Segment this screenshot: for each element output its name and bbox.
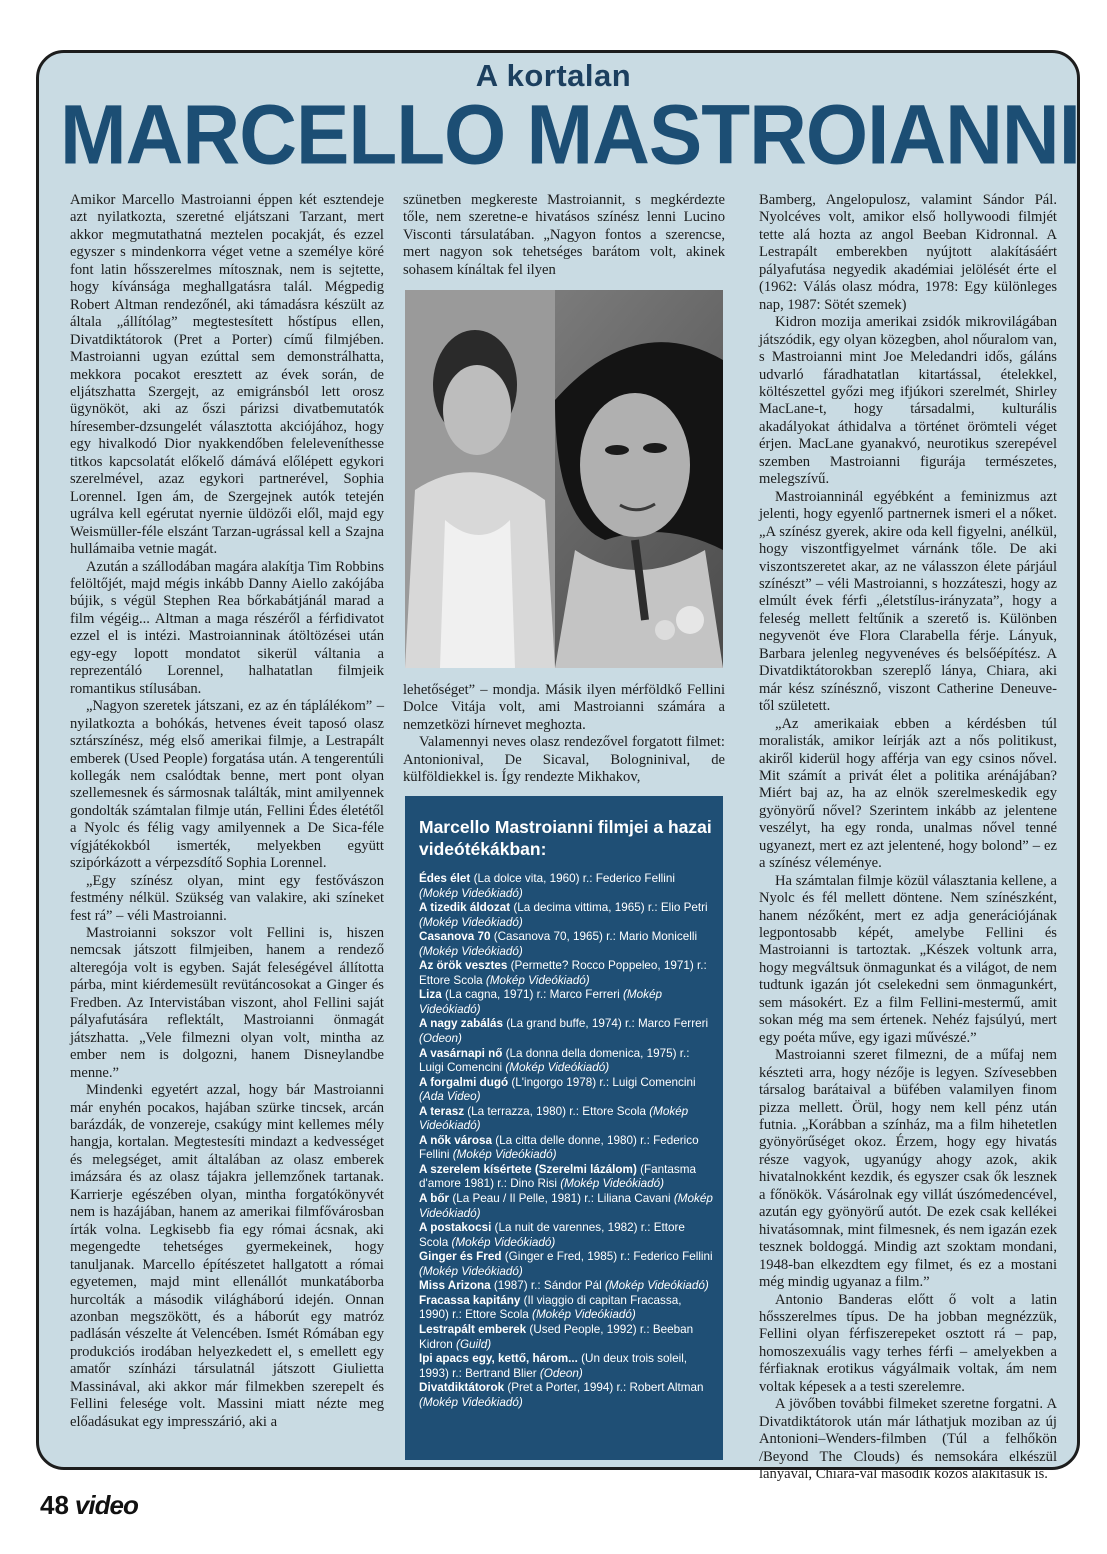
film-info: (La nuit de varennes, 1982) r.: Ettore Scola (419, 1221, 685, 1249)
paragraph: „Az amerikaiak ebben a kérdésben túl moralisták, amikor leírják azt a nős politikust, akiről kiderül hogy afférja van egy csinos nővel. Mit számít a privát élet a politika arénájában? Miért baj az, ha az elnök szerelmeskedik egy gyönyörű nővel? Szerintem inkább az jelentene veszélyt, ha egy ronda, unalmas nővel tenné ugyanezt, mert ez azt jelentené, hogy bolond” – ez a színész véleménye. (759, 715, 1057, 872)
text-column-2-top (403, 192, 725, 282)
film-title: A nagy zabálás (419, 1017, 504, 1031)
film-info: (La decima vittima, 1965) r.: Elio Petri (510, 901, 708, 915)
paragraph: Amikor Marcello Mastroianni éppen két esztendeje azt nyilatkozta, szeretné eljátszani Tarzant, mert akkor megmutathatná meztelen pocakját, és ezzel egyszer s mindenkorra véget vetne a személye köré font latin hősszerelmes mítosznak, nem is sejtette, hogy kívánsága meghallgatásra talál. Mégpedig Robert Altman rendezőnél, aki támadásra készült az általa „állítólag” megtestesített hőstípus ellen, Divatdiktátorok (Pret a Porter) című filmjében. Mastroianni ugyan ezúttal sem demonstrálhatta, mekkora pocakot eresztett az évek során, de eljátszhatta Szergejt, az emigránsból lett orosz ügynököt, aki az őszi párizsi divatbemutatók híresember-dzsungelét választotta akciójához, hogy egy hivalkodó Dior nyakkendőben feleleveníthesse titkos kapcsolatát előkelő dámává előlépett egykori szerelmével, azaz egykori partnerével, Sophia Lorennel. Igen ám, de Szergejnek autók tetején ugrálva kell egérutat nyernie üldözői elől, majd egy Weismüller-féle elszánt Tarzan-ugrással kell a Szajna hullámaiba vetnie magát. (70, 192, 384, 558)
film-still-photo (405, 290, 723, 668)
paragraph: Mastroianni szeret filmezni, de a műfaj nem készteti arra, hogy nézője is legyen. Szívesebben társalog barátaival a büfében valamilyen finom pizza mellett. Örül, hogy nem kell pénz után futnia. „Korábban a színház, ma a film hihetetlen gyönyörűséget okoz. Érzem, hogy egy hivatás része vagyok, ugyanúgy ahogy azok, akik hivatalnokként kezdik, és egyszer csak ők lesznek a főnökök. Vásárolnak egy villát úszómedencével, azután egy gyönyörű autót. De ezek csak kellékei hivatásomnak, mint filmesnek, és nem igazán ezek tesznek boldoggá. Mindig azt szoktam mondani, 1948-ban elkezdtem egy filmet, és ez a mostani még mindig ugyanaz a film.” (759, 1047, 1057, 1291)
film-info: (Ginger e Fred, 1985) r.: Federico Fellini (501, 1250, 713, 1264)
film-title: Ipi apacs egy, kettő, három... (419, 1352, 578, 1366)
film-entry (419, 1352, 713, 1381)
film-distributor: (Mokép Videókiadó) (605, 1279, 709, 1293)
film-entry (419, 1381, 713, 1410)
film-distributor: (Mokép Videókiadó) (452, 1148, 557, 1162)
film-distributor: (Mokép Videókiadó) (560, 1177, 664, 1191)
film-title: A postakocsi (419, 1221, 492, 1235)
film-entry (419, 1105, 713, 1134)
page-footer (40, 1490, 138, 1521)
film-distributor: (Mokép Videókiadó) (419, 1264, 523, 1278)
film-entry (419, 1250, 713, 1279)
article-headline: MARCELLO MASTROIANNI (60, 87, 1080, 182)
film-entry (419, 872, 713, 901)
film-title: Édes élet (419, 872, 471, 885)
film-entry (419, 959, 713, 988)
film-distributor: (Mokép Videókiadó) (419, 1104, 689, 1133)
paragraph: „Nagyon szeretek játszani, ez az én táplálékom” – nyilatkozta a bohókás, hetvenes éveit taposó olasz sztárszínész, még első amerikai filmje, a Lestrapált emberek (Used People) forgatása után. A tengerentúli kollegák nem csalódtak benne, mert pont olyan szellemesnek és sármosnak találták, mint amilyennek gondolták számtalan filmje után, Fellini Édes életétől a Nyolc és félig vagy amilyennek a De Sica-féle vígjátékokból ismerték, melyekben együtt szipórkázott a vérpezsdítő Sophia Lorennel. (70, 698, 384, 872)
paragraph: Mastroianninál egyébként a feminizmus azt jelenti, hogy egyenlő partnernek ismeri el a nőket. „A színész gyerek, akire oda kell figyelni, anélkül, hogy viszontfigyelmet várnánk tőle. De aki viszontszeretet akar, az ne válasszon élete párjául színészt” – véli Mastroianni, s hozzáteszi, hogy az elmúlt évek férfi „életstílus-irányzata”, hogy a feleség mellett feltűnik a szerető is. Különben negyvenöt éve Flora Clarabella férje. Lányuk, Barbara jelenleg negyvenéves és belsőépítész. A Divatdiktátorokban szereplő lánya, Chiara, aki már kész színésznő, viszont Catherine Deneuve-től született. (759, 488, 1057, 715)
film-info: (1987) r.: Sándor Pál (490, 1279, 605, 1293)
paragraph: Ha számtalan filmje közül választania kellene, a Nyolc és fél mellett döntene. Nem színészként, hanem nézőként, mert ez adja generációjának legpontosabb képét, amelybe Fellini és Mastroianni is tartoztak. „Készek voltunk arra, hogy megváltsuk önmagunkat és a világot, de nem tudtunk igazán jót cselekedni sem önmagunkért, sem másokért. Ez a film Fellini-mestermű, amit sokan még ma sem értenek. Nehéz fajsúlyú, mert egy poéta műve, egy igazi művészé.” (759, 872, 1057, 1046)
film-info: (La dolce vita, 1960) r.: Federico Fellini (470, 872, 675, 885)
film-info: (La donna della domenica, 1975) r.: Luigi Comencini (419, 1046, 690, 1075)
film-info: (La grand buffe, 1974) r.: Marco Ferreri (503, 1017, 709, 1031)
paragraph: lehetőséget” – mondja. Másik ilyen mérföldkő Fellini Dolce Vitája volt, ami Mastroianni számára a nemzetközi hírnevet meghozta. (403, 682, 725, 733)
paragraph: Mindenki egyetért azzal, hogy bár Mastroianni már enyhén pocakos, hajában szürke tincsek, arcán barázdák, de vonzereje, csakúgy mint kellemes mély hangja, kortalan. Megtestesíti mindazt a kedvességet és melegséget, amit általában az olasz emberek imázsára és az olasz tájakra jellemzőnek tartanak. Karrierje egészében olyan, mintha forgatókönyvét nem is hazájában, hanem az amerikai filmfővárosban írták volna. Legkisebb fia egy római ácsnak, aki megengedte tehetséges gyermekeinek, hogy tanuljanak. Marcello építészetet hallgatott a római egyetemen, majd mint ellenállót munkatáborba hurcolták a második világháború idején. Onnan azonban megszökött, és a háborút egy matróz padlásán vészelte át Velencében. Ismét Rómában egy produkciós irodában helyezkedett el, s emellett egy amatőr színházi társulatnál játszott Giulietta Massinával, aki akkor már filmekben szerepelt és Fellini felesége volt. Massini miatt nézte meg előadásukat egy impresszárió, aki a (70, 1082, 384, 1430)
film-title: A szerelem kísértete (Szerelmi lázálom) (419, 1162, 637, 1176)
film-info: (La terrazza, 1980) r.: Ettore Scola (464, 1104, 650, 1118)
text-column-2-bottom (403, 682, 725, 792)
page-number: 48 (40, 1490, 69, 1520)
film-info: (Casanova 70, 1965) r.: Mario Monicelli (490, 930, 698, 944)
film-entry (419, 1221, 713, 1250)
film-entry (419, 930, 713, 959)
film-entry (419, 1279, 713, 1294)
film-entry (419, 1323, 713, 1352)
text-column-3 (759, 192, 1057, 1483)
filmography-box (405, 796, 723, 1460)
film-info: (La cagna, 1971) r.: Marco Ferreri (441, 988, 623, 1002)
film-title: A forgalmi dugó (419, 1075, 509, 1089)
film-distributor: (Mokép Videókiadó) (419, 944, 523, 958)
paragraph: Antonio Banderas előtt ő volt a latin hősszerelmes típus. De ha jobban megnézzük, Fellini olyan férfiszerepeket osztott rá – pap, homoszexuális vagy terhes férfi – amelyekben a férfiaknak erotikus vágyálmaik voltak, ám nem voltak képesek a a testi szerelemre. (759, 1291, 1057, 1395)
paragraph: Azután a szállodában magára alakítja Tim Robbins felöltőjét, majd mégis inkább Danny Aiello zakójába bújik, s végül Stephen Rea bőrkabátjánál marad a film végéig... Altman a maga részéről a férfidivatot ezzel el is intézi. Mastroianninak átöltözései után egy-egy lopott mondatot sikerül váltania a reprezentáló Lorennel, halhatatlan filmjeik romantikus stílusában. (70, 558, 384, 697)
film-distributor: (Mokép Videókiadó) (451, 1235, 556, 1249)
film-entry (419, 1047, 713, 1076)
film-title: A tizedik áldozat (419, 901, 511, 915)
paragraph: A jövőben további filmeket szeretne forgatni. A Divatdiktátorok után már láthatjuk moziban az új Antonioni–Wenders-filmben (Túl a felhőkön /Beyond The Clouds) és nemsokára elkészül lányával, Chiara-val második közös alakításuk is. (759, 1396, 1057, 1483)
film-entry (419, 1017, 713, 1046)
film-entry (419, 1192, 713, 1221)
film-title: Lestrapált emberek (419, 1322, 527, 1336)
film-distributor: (Guild) (456, 1337, 492, 1351)
film-info: (Permette? Rocco Poppeleo, 1971) r.: Ettore Scola (419, 959, 707, 987)
film-distributor: (Mokép Videókiadó) (419, 988, 662, 1016)
paragraph: Valamennyi neves olasz rendezővel forgatott filmet: Antonionival, De Sicaval, Bologninival, de külföldiekkel is. Így rendezte Mikhakov, (403, 734, 725, 786)
film-distributor: (Odeon) (419, 1032, 462, 1046)
film-title: A bőr (419, 1192, 450, 1206)
film-entry (419, 1294, 713, 1323)
film-entry (419, 988, 713, 1017)
film-title: A nők városa (419, 1133, 492, 1147)
film-entry (419, 1163, 713, 1192)
film-distributor: (Mokép Videókiadó) (419, 1395, 523, 1409)
film-title: Divatdiktátorok (419, 1381, 505, 1395)
film-info: (Used People, 1992) r.: Beeban Kidron (419, 1322, 694, 1351)
filmography-list (419, 872, 713, 1410)
film-distributor: (Mokép Videókiadó) (485, 973, 590, 987)
film-info: (Fantasma d'amore 1981) r.: Dino Risi (419, 1162, 696, 1191)
article-kicker: A kortalan (475, 58, 632, 93)
film-title: Liza (419, 988, 442, 1002)
paragraph: „Egy színész olyan, mint egy festővászon festmény nélkül. Szükség van valakire, aki színeket fest rá” – véli Mastroianni. (70, 872, 384, 924)
film-entry (419, 901, 713, 930)
filmography-title: Marcello Mastroianni filmjei a hazai videótékákban: (419, 817, 712, 859)
film-distributor: (Mokép Videókiadó) (419, 915, 523, 929)
film-distributor: (Mokép Videókiadó) (505, 1061, 610, 1075)
film-info: (Un deux trois soleil, 1993) r.: Bertrand Blier (419, 1352, 688, 1380)
film-entry (419, 1076, 713, 1105)
film-entry (419, 1134, 713, 1163)
paragraph: Kidron mozija amerikai zsidók mikrovilágában játszódik, egy olyan közegben, ahol nőuralom van, s Mastroianni mint Joe Meledandri idős, gáláns udvarló fáradhatatlan kitartással, ételekkel, költészettel győzi meg ifjúkori szerelmét, Shirley MacLane-t, hogy társadalmi, kulturális akadályokat áthidalva a történet örömteli véget érjen. MacLane gyanakvó, neurotikus szerepével szemben Mastroianni figurája természetes, melegszívű. (759, 314, 1057, 488)
paragraph: Bamberg, Angelopulosz, valamint Sándor Pál. Nyolcéves volt, amikor első hollywoodi filmjét tette alá hozta az angol Beeban Kidronnal. A Lestrapált emberekben nyújtott alakításáért pályafutása negyedik akadémiai jelölését érte el (1962: Válás olasz módra, 1978: Egy különleges nap, 1987: Sötét szemek) (759, 192, 1057, 313)
film-distributor: (Ada Video) (419, 1090, 481, 1104)
film-info: (La Peau / Il Pelle, 1981) r.: Liliana Cavani (449, 1192, 674, 1206)
film-info: (Il viaggio di capitan Fracassa, 1990) r.: Ettore Scola (419, 1293, 682, 1322)
film-distributor: (Mokép Videókiadó) (532, 1308, 636, 1322)
film-distributor: (Odeon) (539, 1366, 583, 1380)
film-distributor: (Mokép Videókiadó) (419, 886, 523, 900)
film-distributor: (Mokép Videókiadó) (419, 1192, 713, 1220)
paragraph: szünetben megkereste Mastroiannit, s megkérdezte tőle, nem szeretne-e hivatásos színész lenni Lucino Visconti társulatában. „Nagyon fontos a szerencse, mert nagyon sok tehetséges barátom volt, akinek sohasem kínáltak fel ilyen (403, 192, 725, 278)
film-title: Miss Arizona (419, 1279, 491, 1293)
film-title: Ginger és Fred (419, 1250, 502, 1264)
film-title: A terasz (419, 1104, 465, 1118)
magazine-logo: video (74, 1490, 138, 1520)
film-title: Az örök vesztes (419, 959, 508, 973)
film-info: (La citta delle donne, 1980) r.: Federico Fellini (419, 1133, 699, 1162)
film-title: Casanova 70 (419, 930, 491, 944)
film-info: (L'ingorgo 1978) r.: Luigi Comencini (508, 1075, 696, 1089)
text-column-1 (70, 192, 384, 1460)
film-title: A vasárnapi nő (419, 1046, 503, 1060)
paragraph: Mastroianni sokszor volt Fellini is, hiszen nemcsak játszott filmjeiben, hanem a rendező alteregója volt is egyben. Saját feleségével állította párba, mint kiérdemesült revütáncosokat a Ginger és Fredben. Az Intervistában viszont, ahol Fellini saját pályafutására reflektált, Mastroianni önmagát játszhatta. „Vele filmezni olyan volt, mintha az ember nem is dolgozni, hanem Disneylandbe menne.” (70, 925, 384, 1081)
film-info: (Pret a Porter, 1994) r.: Robert Altman (504, 1381, 704, 1395)
film-title: Fracassa kapitány (419, 1293, 521, 1307)
